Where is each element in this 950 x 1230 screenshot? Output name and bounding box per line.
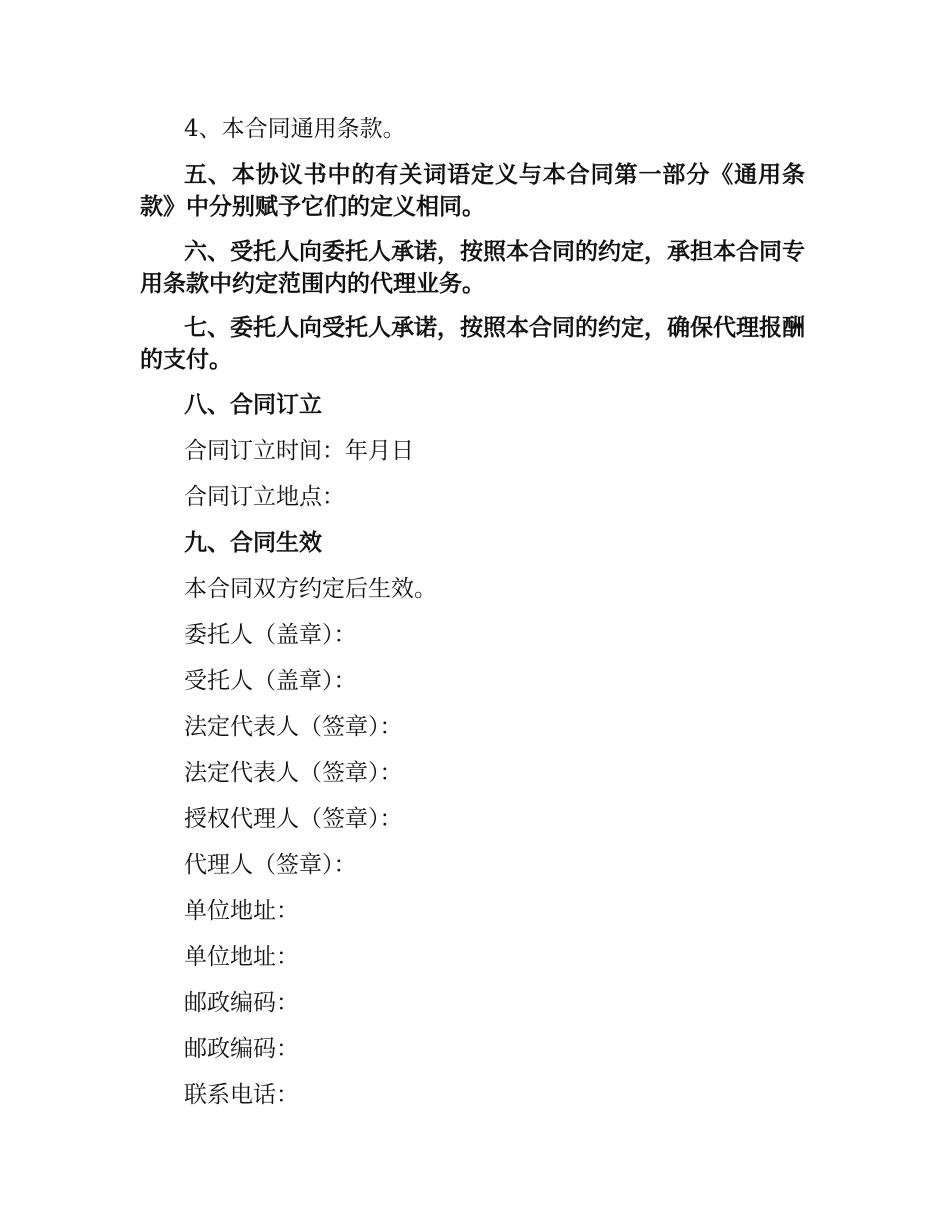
- legal-rep-line-2: 法定代表人（签章）：: [184, 760, 403, 786]
- signing-place: 合同订立地点：: [184, 484, 345, 510]
- legal-rep-line-1: 法定代表人（签章）：: [184, 714, 403, 740]
- agent-seal-line: 受托人（盖章）：: [184, 668, 357, 694]
- clause-7-principal-promise: 七、委托人向受托人承诺，按照本合同的约定，确保代理报酬的支付。: [140, 315, 805, 373]
- address-line-2: 单位地址：: [184, 944, 299, 970]
- clause-8-heading: 八、合同订立: [184, 392, 322, 418]
- item-4-general-terms: 4、本合同通用条款。: [184, 116, 406, 142]
- effect-text: 本合同双方约定后生效。: [184, 576, 437, 602]
- clause-6-agent-promise: 六、受托人向委托人承诺，按照本合同的约定，承担本合同专用条款中约定范围内的代理业务。: [140, 239, 805, 297]
- signing-time: 合同订立时间：年月日: [184, 438, 414, 464]
- postcode-line-2: 邮政编码：: [184, 1036, 299, 1062]
- authorized-agent-line: 授权代理人（签章）：: [184, 806, 403, 832]
- agent-signature-line: 代理人（签章）：: [184, 852, 357, 878]
- postcode-line-1: 邮政编码：: [184, 990, 299, 1016]
- phone-line: 联系电话：: [184, 1082, 299, 1108]
- clause-9-heading: 九、合同生效: [184, 530, 322, 556]
- address-line-1: 单位地址：: [184, 898, 299, 924]
- clause-5-definitions: 五、本协议书中的有关词语定义与本合同第一部分《通用条款》中分别赋予它们的定义相同。: [140, 162, 805, 220]
- principal-seal-line: 委托人（盖章）：: [184, 622, 357, 648]
